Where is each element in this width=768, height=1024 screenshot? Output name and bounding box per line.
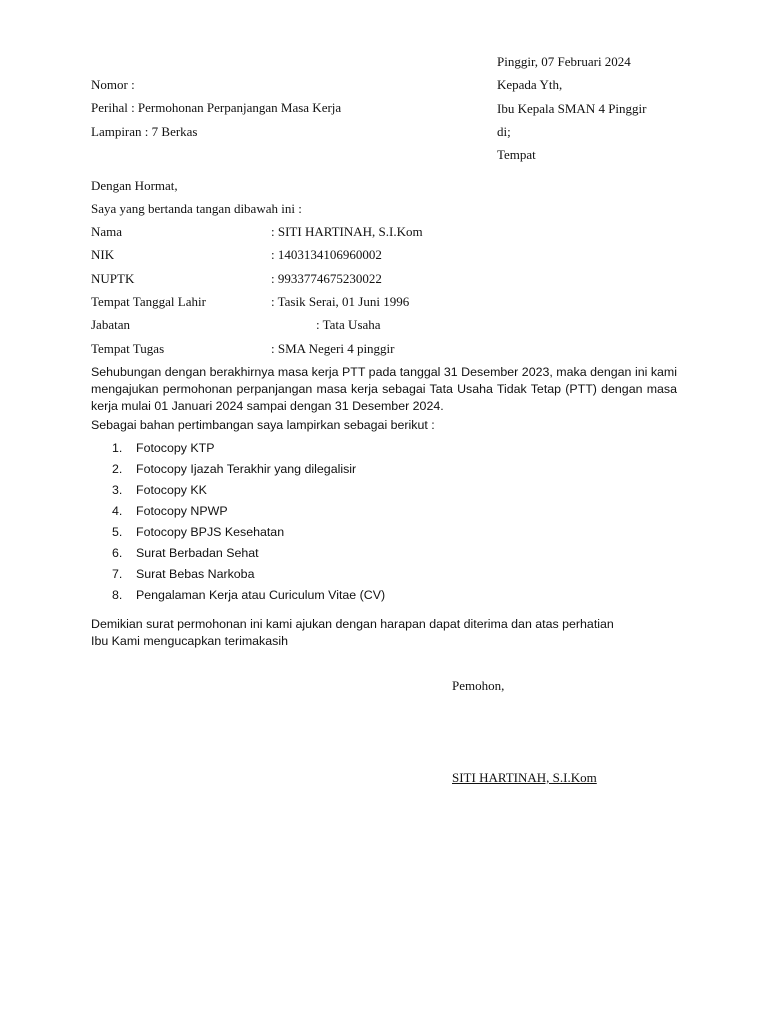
- recipient-greeting: Kepada Yth,: [497, 77, 563, 93]
- field-label: Tempat Tugas: [91, 340, 165, 356]
- list-number: 7.: [112, 567, 123, 581]
- field-row-jabatan: [91, 317, 681, 340]
- closing-paragraph: [91, 616, 677, 650]
- list-number: 1.: [112, 441, 123, 455]
- place-date: Pinggir, 07 Februari 2024: [497, 54, 631, 69]
- field-label: Tempat Tanggal Lahir: [91, 293, 206, 309]
- list-text: Fotocopy KK: [136, 483, 207, 497]
- field-value: : Tata Usaha: [316, 317, 381, 333]
- letter-subject: Perihal : Permohonan Perpanjangan Masa Kerja: [91, 100, 342, 116]
- letter-attachment-count: Lampiran : 7 Berkas: [91, 123, 198, 139]
- field-row-nuptk: [91, 271, 681, 294]
- list-number: 8.: [112, 588, 123, 602]
- field-value: : 9933774675230022: [271, 270, 382, 286]
- list-text: Pengalaman Kerja atau Curiculum Vitae (CV): [136, 588, 386, 602]
- field-value: : SMA Negeri 4 pinggir: [271, 340, 395, 356]
- field-value: : SITI HARTINAH, S.I.Kom: [271, 224, 423, 239]
- list-text: Surat Bebas Narkoba: [136, 567, 255, 581]
- field-label: NUPTK: [91, 270, 135, 286]
- recipient-name: Ibu Kepala SMAN 4 Pinggir: [497, 100, 647, 116]
- signature-label: Pemohon,: [452, 678, 505, 693]
- list-text: Fotocopy BPJS Kesehatan: [136, 525, 285, 539]
- field-value: : Tasik Serai, 01 Juni 1996: [271, 293, 410, 309]
- list-text: Fotocopy NPWP: [136, 504, 228, 518]
- list-text: Fotocopy Ijazah Terakhir yang dilegalisir: [136, 462, 357, 476]
- field-row-nama: [91, 224, 681, 247]
- field-label: Jabatan: [91, 317, 130, 333]
- closing-line: Ibu Kami mengucapkan terimakasih: [91, 634, 288, 648]
- body-paragraph: Sehubungan dengan berakhirnya masa kerja PTT pada tanggal 31 Desember 2023, maka dengan ini kami mengajukan permohonan perpanjangan masa kerja sebagai Tata Usaha Tidak Tetap (PTT) dengan masa kerja mulai 01 Januari 2024 sampai dengan 31 Desember 2024.: [91, 365, 677, 413]
- list-number: 6.: [112, 546, 123, 560]
- list-text: Surat Berbadan Sehat: [136, 546, 259, 560]
- identity-fields: [91, 224, 681, 364]
- salutation: Dengan Hormat,: [91, 178, 178, 193]
- closing-line: Demikian surat permohonan ini kami ajukan dengan harapan dapat diterima dan atas perhatian: [91, 617, 614, 631]
- letter-meta: [91, 77, 341, 147]
- field-label: Nama: [91, 224, 123, 239]
- recipient-block: [497, 54, 647, 171]
- field-label: NIK: [91, 247, 115, 263]
- list-text: Fotocopy KTP: [136, 441, 215, 455]
- list-number: 2.: [112, 462, 123, 476]
- field-value: : 1403134106960002: [271, 247, 382, 263]
- recipient-place: Tempat: [497, 147, 536, 163]
- letter-number: Nomor :: [91, 77, 135, 92]
- consideration-text: Sebagai bahan pertimbangan saya lampirkan sebagai berikut :: [91, 418, 435, 432]
- signature-name: SITI HARTINAH, S.I.Kom: [452, 770, 597, 785]
- intro-text: Saya yang bertanda tangan dibawah ini :: [91, 201, 302, 216]
- field-row-nik: [91, 247, 681, 270]
- recipient-di: di;: [497, 123, 511, 139]
- field-row-ttl: [91, 294, 681, 317]
- list-number: 3.: [112, 483, 123, 497]
- list-number: 5.: [112, 525, 123, 539]
- field-row-tempat-tugas: [91, 341, 681, 364]
- list-number: 4.: [112, 504, 123, 518]
